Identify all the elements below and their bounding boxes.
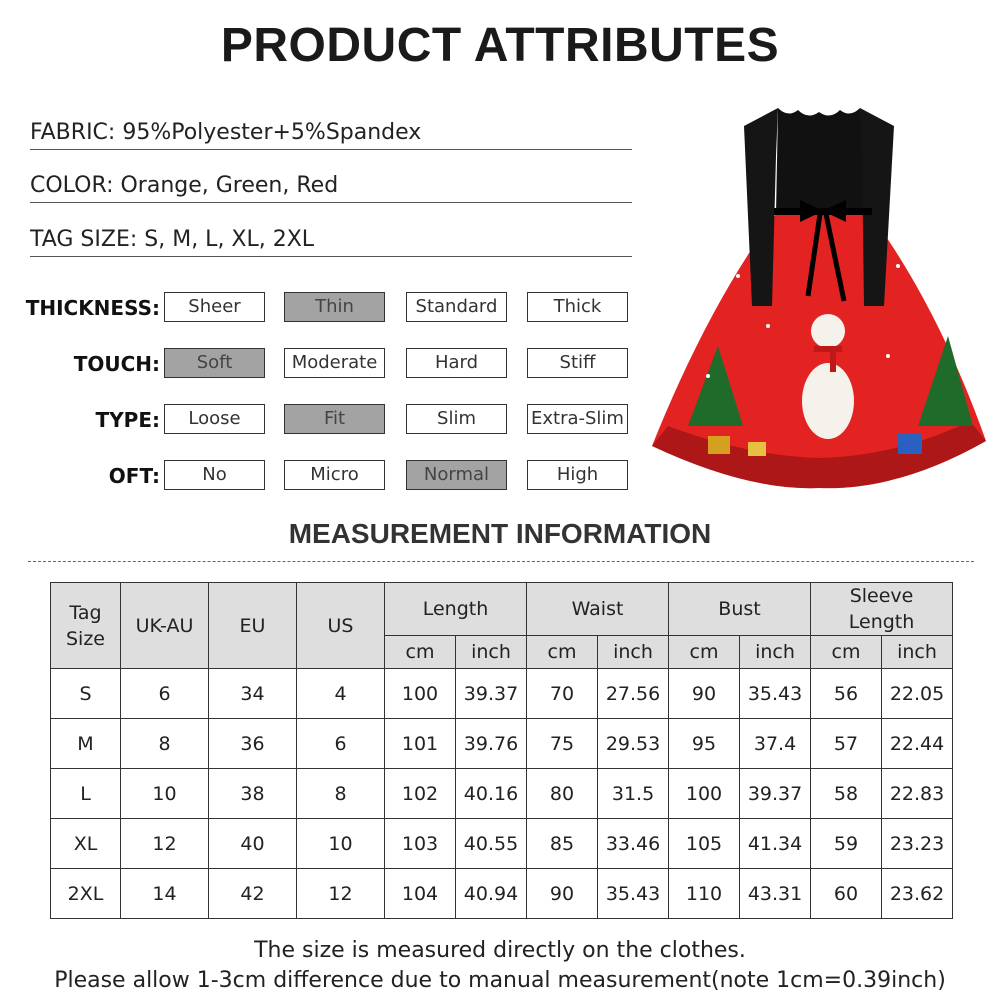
table-cell: 57	[811, 719, 882, 769]
table-cell: 103	[385, 819, 456, 869]
table-cell: 95	[669, 719, 740, 769]
header-length-cm: cm	[385, 636, 456, 669]
scale-option: Hard	[406, 348, 507, 378]
table-cell: 90	[527, 869, 598, 919]
scale-label: TOUCH:	[73, 352, 160, 376]
table-cell: 40.94	[456, 869, 527, 919]
scale-option: Normal	[406, 460, 507, 490]
header-sleeve-length: Sleeve Length	[811, 583, 953, 636]
table-cell: 8	[297, 769, 385, 819]
table-cell: 102	[385, 769, 456, 819]
table-cell: 100	[669, 769, 740, 819]
header-waist-cm: cm	[527, 636, 598, 669]
measure-note: The size is measured directly on the clothes.	[254, 938, 746, 963]
table-row	[51, 719, 953, 769]
header-sleeve-cm: cm	[811, 636, 882, 669]
table-cell: 6	[297, 719, 385, 769]
table-cell: 39.37	[456, 669, 527, 719]
scale-label: THICKNESS:	[25, 296, 160, 320]
table-cell: XL	[51, 819, 121, 869]
table-cell: 36	[209, 719, 297, 769]
table-cell: 34	[209, 669, 297, 719]
table-cell: 35.43	[598, 869, 669, 919]
table-cell: 33.46	[598, 819, 669, 869]
header-us: US	[297, 583, 385, 669]
header-length-inch: inch	[456, 636, 527, 669]
table-cell: 58	[811, 769, 882, 819]
table-cell: 105	[669, 819, 740, 869]
table-cell: 8	[121, 719, 209, 769]
table-cell: 12	[297, 869, 385, 919]
table-cell: M	[51, 719, 121, 769]
table-cell: 31.5	[598, 769, 669, 819]
header-waist-inch: inch	[598, 636, 669, 669]
table-cell: 23.62	[882, 869, 953, 919]
table-row	[51, 869, 953, 919]
table-cell: 39.76	[456, 719, 527, 769]
table-cell: 40.16	[456, 769, 527, 819]
table-cell: 37.4	[740, 719, 811, 769]
scale-option: Stiff	[527, 348, 628, 378]
table-cell: 39.37	[740, 769, 811, 819]
table-cell: 70	[527, 669, 598, 719]
table-cell: 23.23	[882, 819, 953, 869]
table-cell: 12	[121, 819, 209, 869]
header-bust-cm: cm	[669, 636, 740, 669]
header-sleeve-inch: inch	[882, 636, 953, 669]
table-cell: 110	[669, 869, 740, 919]
table-cell: S	[51, 669, 121, 719]
scale-option: Loose	[164, 404, 265, 434]
scale-option: No	[164, 460, 265, 490]
fabric-attribute: FABRIC: 95%Polyester+5%Spandex	[30, 120, 632, 150]
table-cell: 80	[527, 769, 598, 819]
table-cell: 22.05	[882, 669, 953, 719]
header-eu: EU	[209, 583, 297, 669]
table-row	[51, 669, 953, 719]
header-length: Length	[385, 583, 527, 636]
table-cell: 14	[121, 869, 209, 919]
scale-option: Fit	[284, 404, 385, 434]
table-cell: 75	[527, 719, 598, 769]
table-row	[51, 769, 953, 819]
header-tag-size: Tag Size	[51, 583, 121, 669]
header-waist: Waist	[527, 583, 669, 636]
header-uk-au: UK-AU	[121, 583, 209, 669]
table-cell: L	[51, 769, 121, 819]
table-cell: 29.53	[598, 719, 669, 769]
table-cell: 85	[527, 819, 598, 869]
scale-option: Thin	[284, 292, 385, 322]
table-cell: 60	[811, 869, 882, 919]
table-row	[51, 819, 953, 869]
table-cell: 22.44	[882, 719, 953, 769]
scale-option: Soft	[164, 348, 265, 378]
header-bust: Bust	[669, 583, 811, 636]
scale-option: Standard	[406, 292, 507, 322]
measurement-table	[50, 582, 953, 919]
table-cell: 40.55	[456, 819, 527, 869]
table-cell: 38	[209, 769, 297, 819]
table-cell: 27.56	[598, 669, 669, 719]
difference-note: Please allow 1-3cm difference due to manual measurement(note 1cm=0.39inch)	[54, 968, 946, 993]
table-cell: 100	[385, 669, 456, 719]
scale-option: Slim	[406, 404, 507, 434]
scale-option: Extra-Slim	[527, 404, 628, 434]
header-bust-inch: inch	[740, 636, 811, 669]
table-cell: 4	[297, 669, 385, 719]
dashed-divider	[28, 561, 974, 562]
scale-label: TYPE:	[95, 408, 160, 432]
tag-size-attribute: TAG SIZE: S, M, L, XL, 2XL	[30, 227, 632, 257]
scale-option: Thick	[527, 292, 628, 322]
scale-option: Moderate	[284, 348, 385, 378]
table-cell: 40	[209, 819, 297, 869]
dress-product-image	[648, 96, 990, 492]
table-cell: 22.83	[882, 769, 953, 819]
table-cell: 104	[385, 869, 456, 919]
measurement-title: MEASUREMENT INFORMATION	[288, 518, 712, 549]
table-cell: 41.34	[740, 819, 811, 869]
scale-option: High	[527, 460, 628, 490]
table-cell: 10	[121, 769, 209, 819]
table-cell: 90	[669, 669, 740, 719]
scale-option: Micro	[284, 460, 385, 490]
table-cell: 56	[811, 669, 882, 719]
table-cell: 10	[297, 819, 385, 869]
table-cell: 2XL	[51, 869, 121, 919]
table-cell: 42	[209, 869, 297, 919]
table-cell: 35.43	[740, 669, 811, 719]
page-title: PRODUCT ATTRIBUTES	[220, 19, 780, 72]
table-cell: 101	[385, 719, 456, 769]
color-attribute: COLOR: Orange, Green, Red	[30, 173, 632, 203]
table-cell: 59	[811, 819, 882, 869]
measurement-table-body	[51, 669, 953, 919]
table-cell: 6	[121, 669, 209, 719]
table-cell: 43.31	[740, 869, 811, 919]
scale-option: Sheer	[164, 292, 265, 322]
scale-label: OFT:	[108, 464, 160, 488]
